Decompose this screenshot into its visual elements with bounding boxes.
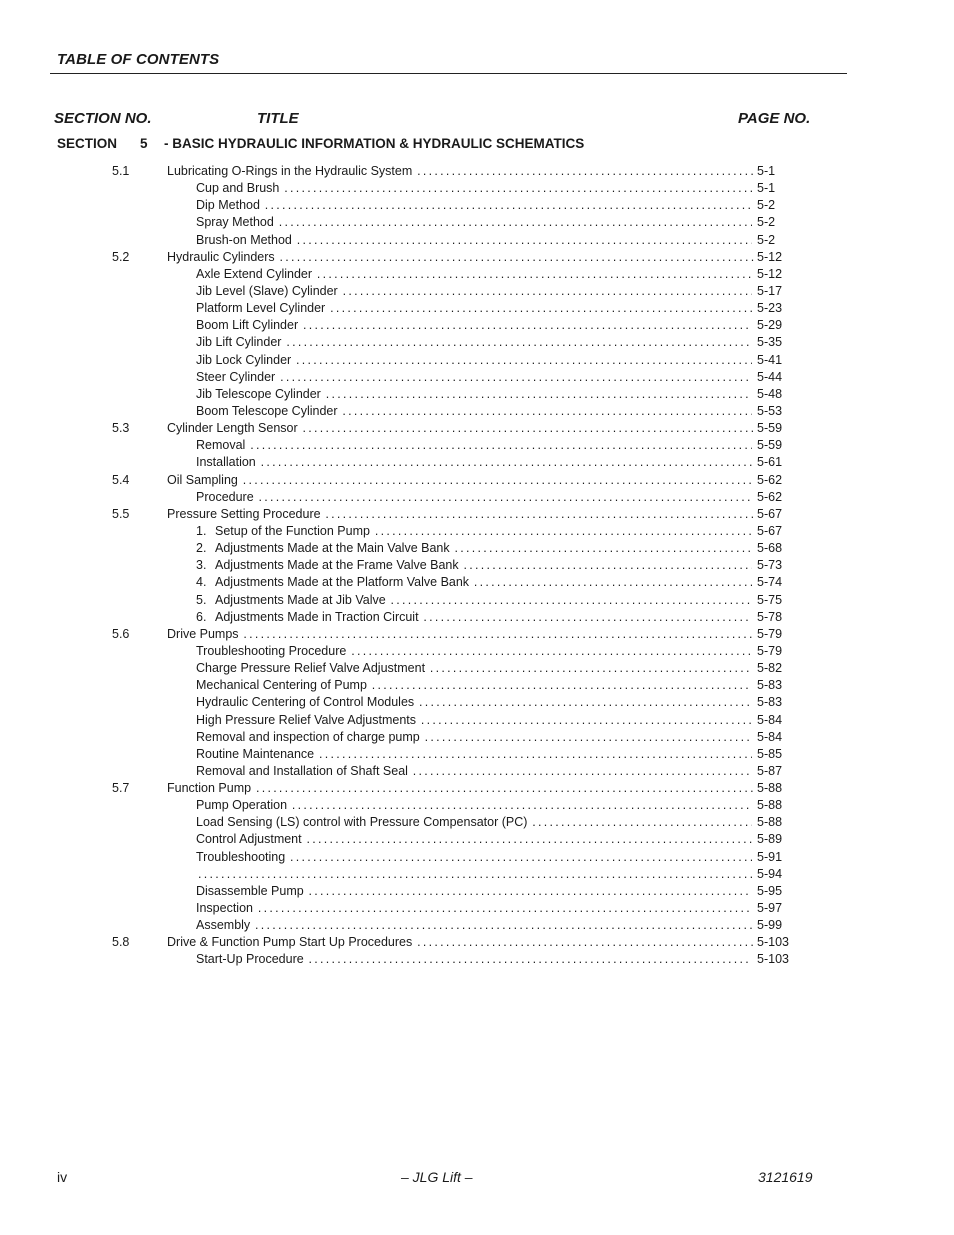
toc-entry-title: Procedure bbox=[196, 489, 254, 504]
section-number: 5 bbox=[140, 136, 148, 151]
toc-entry-title: Load Sensing (LS) control with Pressure Compensator (PC) bbox=[196, 815, 528, 830]
toc-entry-leader bbox=[196, 849, 752, 866]
toc-entry-title: Routine Maintenance bbox=[196, 746, 315, 761]
toc-entry-title: Jib Level (Slave) Cylinder bbox=[196, 283, 338, 298]
toc-entry-leader bbox=[196, 334, 752, 351]
toc-entry[interactable] bbox=[0, 609, 954, 626]
toc-entry-title: Assembly bbox=[196, 918, 251, 933]
toc-entry[interactable] bbox=[0, 334, 954, 351]
toc-entry[interactable] bbox=[0, 163, 954, 180]
toc-entry-page: 5-2 bbox=[757, 198, 776, 213]
toc-entry-leader bbox=[196, 574, 752, 591]
toc-entry-page: 5-1 bbox=[757, 181, 776, 196]
toc-entry-title: Cup and Brush bbox=[196, 181, 280, 196]
toc-entry-leader bbox=[196, 643, 752, 660]
toc-entry-list-number: 4. bbox=[196, 575, 207, 590]
toc-entry-page: 5-62 bbox=[757, 489, 783, 504]
toc-entry-title: Removal and inspection of charge pump bbox=[196, 729, 420, 744]
toc-entry-leader bbox=[196, 797, 752, 814]
toc-entry[interactable] bbox=[0, 592, 954, 609]
toc-entry-page: 5-103 bbox=[757, 935, 789, 950]
toc-entry[interactable] bbox=[0, 386, 954, 403]
toc-entry-title: Hydraulic Cylinders bbox=[167, 249, 275, 264]
toc-entry[interactable] bbox=[0, 557, 954, 574]
toc-entry[interactable] bbox=[0, 283, 954, 300]
toc-entry-leader bbox=[196, 814, 752, 831]
toc-entry-page: 5-2 bbox=[757, 232, 776, 247]
toc-entry-leader bbox=[196, 454, 752, 471]
toc-entry-page: 5-68 bbox=[757, 541, 783, 556]
toc-entry[interactable] bbox=[0, 831, 954, 848]
toc-entry-leader bbox=[167, 472, 755, 489]
column-header-title: TITLE bbox=[257, 110, 299, 127]
toc-entry[interactable] bbox=[0, 934, 954, 951]
toc-entry-leader bbox=[196, 197, 752, 214]
toc-entry-page: 5-79 bbox=[757, 643, 783, 658]
toc-entry-page: 5-48 bbox=[757, 386, 783, 401]
toc-entry[interactable] bbox=[0, 420, 954, 437]
toc-entry-page: 5-78 bbox=[757, 609, 783, 624]
toc-entry-leader bbox=[196, 763, 752, 780]
toc-entry[interactable] bbox=[0, 694, 954, 711]
toc-entry-leader bbox=[196, 883, 752, 900]
toc-entry-number: 5.1 bbox=[112, 164, 130, 178]
toc-entry-title: Mechanical Centering of Pump bbox=[196, 678, 367, 693]
toc-entry-leader bbox=[196, 540, 752, 557]
toc-entry[interactable] bbox=[0, 900, 954, 917]
toc-entry-number: 5.7 bbox=[112, 781, 130, 796]
toc-entry-leader bbox=[196, 831, 752, 848]
toc-entry[interactable] bbox=[0, 369, 954, 386]
toc-entry-number: 5.5 bbox=[112, 506, 130, 521]
toc-entry-leader bbox=[196, 523, 752, 540]
toc-entry-title: Removal and Installation of Shaft Seal bbox=[196, 763, 408, 778]
toc-entry-title: Installation bbox=[196, 455, 256, 470]
toc-entry[interactable] bbox=[0, 780, 954, 797]
toc-entry-leader bbox=[196, 712, 752, 729]
toc-entry-page: 5-1 bbox=[757, 164, 776, 178]
toc-entry-page: 5-74 bbox=[757, 575, 783, 590]
toc-entry[interactable] bbox=[0, 763, 954, 780]
toc-entry[interactable] bbox=[0, 660, 954, 677]
toc-entry-leader bbox=[196, 369, 752, 386]
toc-entry-title: Charge Pressure Relief Valve Adjustment bbox=[196, 661, 426, 676]
toc-entry-title: Adjustments Made in Traction Circuit bbox=[215, 609, 419, 624]
toc-entry-title: Drive Pumps bbox=[167, 626, 239, 641]
toc-entry-page: 5-91 bbox=[757, 849, 783, 864]
toc-entry-leader bbox=[167, 249, 755, 266]
toc-entry[interactable] bbox=[0, 540, 954, 557]
toc-entry[interactable] bbox=[0, 729, 954, 746]
toc-entry-page: 5-97 bbox=[757, 901, 783, 916]
toc-entry-title: Boom Telescope Cylinder bbox=[196, 403, 338, 418]
toc-entry-leader bbox=[196, 866, 752, 883]
toc-entry[interactable] bbox=[0, 489, 954, 506]
toc-entry-leader bbox=[196, 403, 752, 420]
toc-entry[interactable] bbox=[0, 849, 954, 866]
toc-entry-leader bbox=[196, 300, 752, 317]
toc-entry-page: 5-99 bbox=[757, 918, 783, 933]
toc-entry-list-number: 1. bbox=[196, 523, 207, 538]
toc-entry-number: 5.8 bbox=[112, 935, 130, 950]
toc-entry-leader bbox=[196, 386, 752, 403]
toc-entry-page: 5-83 bbox=[757, 695, 783, 710]
toc-entry-leader bbox=[196, 232, 752, 249]
toc-entry-title: Cylinder Length Sensor bbox=[167, 421, 298, 436]
toc-entry-leader bbox=[196, 592, 752, 609]
toc-entry-page: 5-95 bbox=[757, 883, 783, 898]
toc-entry-page: 5-62 bbox=[757, 472, 783, 487]
toc-entry-leader bbox=[196, 729, 752, 746]
toc-entry-number: 5.2 bbox=[112, 249, 130, 264]
toc-entry-title: Boom Lift Cylinder bbox=[196, 318, 299, 333]
toc-entry-title: Pump Operation bbox=[196, 798, 288, 813]
toc-entry[interactable] bbox=[0, 523, 954, 540]
toc-entry-title: Axle Extend Cylinder bbox=[196, 266, 313, 281]
toc-entry-page: 5-89 bbox=[757, 832, 783, 847]
toc-entry[interactable] bbox=[0, 883, 954, 900]
column-header-page-no: PAGE NO. bbox=[738, 110, 811, 127]
toc-entry[interactable] bbox=[0, 249, 954, 266]
toc-entry-page: 5-82 bbox=[757, 661, 783, 676]
toc-entry-page: 5-103 bbox=[757, 952, 789, 967]
toc-entry-number: 5.6 bbox=[112, 626, 130, 641]
toc-entry-title: Start-Up Procedure bbox=[196, 952, 304, 967]
toc-entry-leader bbox=[196, 437, 752, 454]
toc-entry-list-number: 2. bbox=[196, 541, 207, 556]
toc-entry-page: 5-94 bbox=[757, 866, 783, 881]
toc-entry-list-number: 5. bbox=[196, 592, 207, 607]
toc-entry-title: Brush-on Method bbox=[196, 232, 292, 247]
toc-entry-title: Steer Cylinder bbox=[196, 369, 276, 384]
toc-entry-title: Setup of the Function Pump bbox=[215, 523, 370, 538]
toc-entry[interactable] bbox=[0, 677, 954, 694]
toc-entry[interactable] bbox=[0, 866, 954, 883]
toc-entry-title: Adjustments Made at Jib Valve bbox=[215, 592, 386, 607]
footer-publisher: – JLG Lift – bbox=[401, 1169, 473, 1185]
toc-entry-page: 5-23 bbox=[757, 301, 783, 316]
toc-entry-leader bbox=[196, 489, 752, 506]
toc-entry-leader bbox=[196, 180, 752, 197]
toc-entry[interactable] bbox=[0, 797, 954, 814]
toc-entry[interactable] bbox=[0, 643, 954, 660]
toc-entry-list-number: 6. bbox=[196, 609, 207, 624]
toc-list bbox=[0, 163, 954, 969]
toc-entry-page: 5-73 bbox=[757, 558, 783, 573]
toc-entry-page: 5-88 bbox=[757, 798, 783, 813]
footer-doc-number: 3121619 bbox=[758, 1169, 813, 1185]
toc-entry[interactable] bbox=[0, 437, 954, 454]
toc-entry-page: 5-84 bbox=[757, 729, 783, 744]
toc-entry[interactable] bbox=[0, 454, 954, 471]
column-header-section-no: SECTION NO. bbox=[54, 110, 152, 127]
toc-entry-title: Troubleshooting Procedure bbox=[196, 643, 347, 658]
toc-entry-page: 5-83 bbox=[757, 678, 783, 693]
toc-entry-leader bbox=[167, 420, 755, 437]
toc-entry-leader bbox=[196, 917, 752, 934]
toc-entry-title: Disassemble Pump bbox=[196, 883, 304, 898]
toc-entry[interactable] bbox=[0, 266, 954, 283]
toc-entry-leader bbox=[196, 266, 752, 283]
toc-entry-page: 5-67 bbox=[757, 506, 783, 521]
toc-entry-title: Hydraulic Centering of Control Modules bbox=[196, 695, 415, 710]
toc-entry[interactable] bbox=[0, 180, 954, 197]
toc-entry-page: 5-79 bbox=[757, 626, 783, 641]
toc-entry-title: Adjustments Made at the Main Valve Bank bbox=[215, 541, 450, 556]
toc-entry-leader bbox=[196, 352, 752, 369]
toc-entry-title: Control Adjustment bbox=[196, 832, 302, 847]
toc-entry-leader bbox=[196, 283, 752, 300]
toc-entry-page: 5-59 bbox=[757, 438, 783, 453]
toc-entry-leader bbox=[167, 780, 755, 797]
toc-entry-title: Troubleshooting bbox=[196, 849, 286, 864]
toc-entry-title: Oil Sampling bbox=[167, 472, 238, 487]
toc-entry[interactable] bbox=[0, 712, 954, 729]
toc-entry[interactable] bbox=[0, 746, 954, 763]
toc-entry[interactable] bbox=[0, 472, 954, 489]
toc-entry[interactable] bbox=[0, 951, 954, 968]
toc-entry-leader bbox=[196, 609, 752, 626]
toc-entry-page: 5-88 bbox=[757, 815, 783, 830]
toc-entry-page: 5-12 bbox=[757, 249, 783, 264]
section-label: SECTION bbox=[57, 136, 118, 151]
toc-entry-page: 5-61 bbox=[757, 455, 783, 470]
toc-entry-leader bbox=[196, 214, 752, 231]
toc-entry[interactable] bbox=[0, 814, 954, 831]
toc-entry[interactable] bbox=[0, 197, 954, 214]
toc-entry-number: 5.4 bbox=[112, 472, 130, 487]
toc-entry-leader bbox=[196, 746, 752, 763]
toc-entry-page: 5-67 bbox=[757, 523, 783, 538]
toc-entry-leader bbox=[167, 934, 755, 951]
toc-entry-page: 5-35 bbox=[757, 335, 783, 350]
toc-entry-leader bbox=[196, 694, 752, 711]
toc-entry-leader bbox=[196, 660, 752, 677]
toc-entry-title: Lubricating O-Rings in the Hydraulic System bbox=[167, 164, 413, 178]
toc-entry-title: Jib Lift Cylinder bbox=[196, 335, 282, 350]
toc-entry-title: Dip Method bbox=[196, 198, 260, 213]
toc-entry-title: Spray Method bbox=[196, 215, 274, 230]
toc-entry-leader bbox=[167, 163, 755, 180]
toc-entry-leader bbox=[196, 677, 752, 694]
toc-entry-page: 5-44 bbox=[757, 369, 783, 384]
toc-entry-leader bbox=[196, 317, 752, 334]
toc-entry[interactable] bbox=[0, 214, 954, 231]
toc-entry[interactable] bbox=[0, 300, 954, 317]
toc-entry-title: Platform Level Cylinder bbox=[196, 301, 326, 316]
toc-entry-page: 5-59 bbox=[757, 421, 783, 436]
toc-entry[interactable] bbox=[0, 506, 954, 523]
toc-entry-leader bbox=[196, 951, 752, 968]
toc-entry-leader bbox=[167, 626, 755, 643]
header-rule bbox=[50, 73, 847, 74]
section-title: - BASIC HYDRAULIC INFORMATION & HYDRAULIC SCHEMATICS bbox=[164, 136, 585, 151]
page-header-title: TABLE OF CONTENTS bbox=[57, 51, 220, 68]
toc-entry-title: Removal bbox=[196, 438, 246, 453]
footer-page-number: iv bbox=[57, 1169, 68, 1185]
toc-entry-page: 5-88 bbox=[757, 781, 783, 796]
toc-entry-page: 5-53 bbox=[757, 403, 783, 418]
toc-entry-leader bbox=[167, 506, 755, 523]
toc-entry-number: 5.3 bbox=[112, 421, 130, 436]
toc-entry[interactable] bbox=[0, 232, 954, 249]
toc-entry-title: Function Pump bbox=[167, 781, 252, 796]
toc-entry-title: Pressure Setting Procedure bbox=[167, 506, 321, 521]
toc-entry-leader bbox=[196, 900, 752, 917]
toc-entry-page: 5-17 bbox=[757, 283, 783, 298]
toc-entry-page: 5-75 bbox=[757, 592, 783, 607]
toc-entry-title: Adjustments Made at the Platform Valve Bank bbox=[215, 575, 470, 590]
toc-entry-title: Drive & Function Pump Start Up Procedures bbox=[167, 935, 413, 950]
toc-entry-page: 5-85 bbox=[757, 746, 783, 761]
toc-entry-title: Jib Lock Cylinder bbox=[196, 352, 292, 367]
toc-entry-page: 5-29 bbox=[757, 318, 783, 333]
toc-entry-list-number: 3. bbox=[196, 558, 207, 573]
toc-entry-page: 5-41 bbox=[757, 352, 783, 367]
toc-entry-page: 5-84 bbox=[757, 712, 783, 727]
toc-entry[interactable] bbox=[0, 352, 954, 369]
toc-entry-title: High Pressure Relief Valve Adjustments bbox=[196, 712, 417, 727]
toc-entry[interactable] bbox=[0, 403, 954, 420]
toc-entry-page: 5-87 bbox=[757, 763, 783, 778]
toc-entry-leader bbox=[196, 557, 752, 574]
toc-entry[interactable] bbox=[0, 626, 954, 643]
toc-entry-title: Inspection bbox=[196, 901, 253, 916]
toc-entry[interactable] bbox=[0, 317, 954, 334]
toc-entry-page: 5-2 bbox=[757, 215, 776, 230]
toc-entry-title: Adjustments Made at the Frame Valve Bank bbox=[215, 558, 459, 573]
toc-entry-title: Jib Telescope Cylinder bbox=[196, 386, 321, 401]
toc-entry[interactable] bbox=[0, 574, 954, 591]
section-heading bbox=[57, 136, 584, 151]
toc-entry[interactable] bbox=[0, 917, 954, 934]
toc-entry-page: 5-12 bbox=[757, 266, 783, 281]
